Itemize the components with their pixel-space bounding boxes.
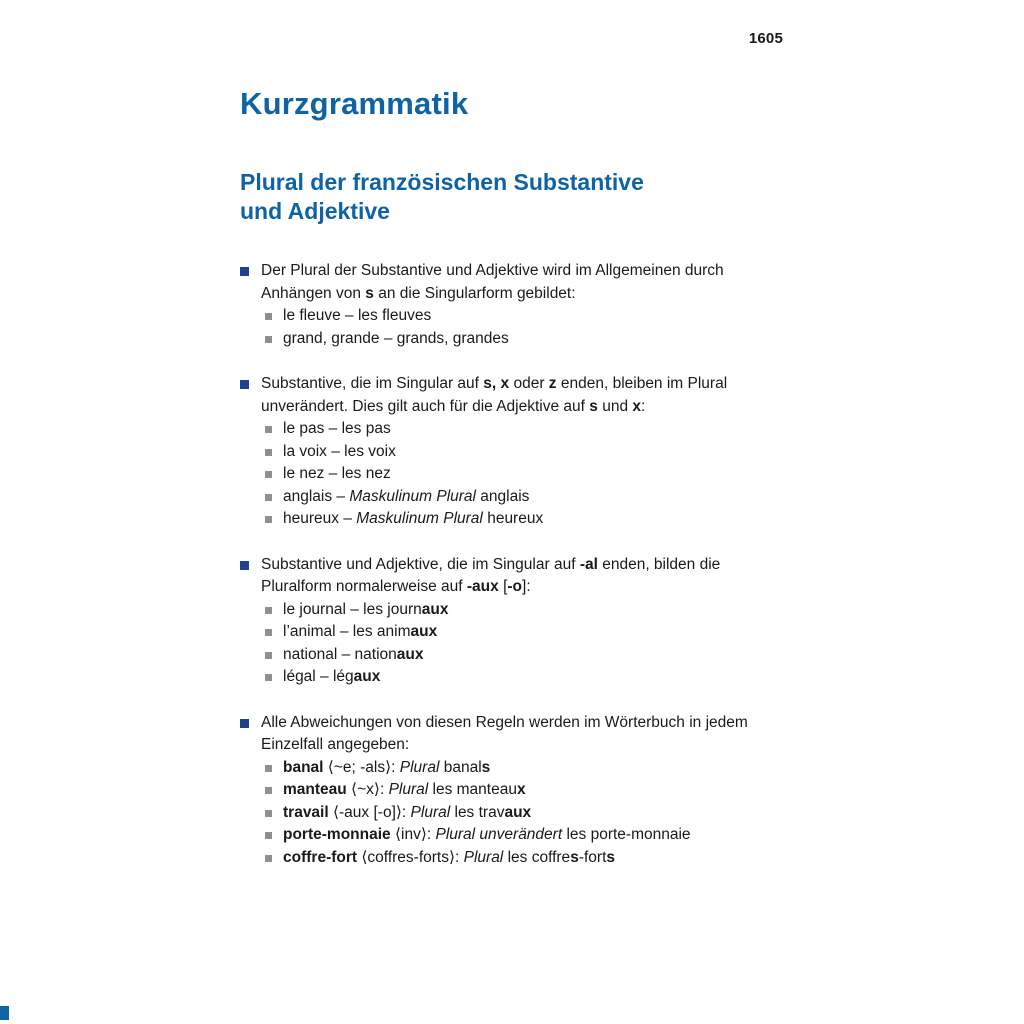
example-text: le fleuve – les fleuves [283, 307, 432, 324]
page-number: 1605 [748, 30, 783, 47]
gray-square-bullet [265, 674, 272, 681]
example-item [265, 824, 780, 847]
gray-square-bullet [265, 607, 272, 614]
example-text: l’animal – les animaux [283, 623, 438, 640]
example-item [265, 305, 780, 328]
example-item [265, 328, 780, 351]
rule-text: Substantive, die im Singular auf s, x oder z enden, bleiben im Plural unverändert. Dies gilt auch für die Adjektive auf s und x: [261, 375, 728, 415]
gray-square-bullet [265, 426, 272, 433]
example-item [265, 463, 780, 486]
example-text: manteau ⟨~x⟩: Plural les manteaux [283, 781, 526, 798]
gray-square-bullet [265, 787, 272, 794]
rule-row [240, 554, 780, 599]
example-item [265, 508, 780, 531]
gray-square-bullet [265, 810, 272, 817]
rule-row [240, 712, 780, 757]
gray-square-bullet [265, 449, 272, 456]
grammar-rule-block [240, 554, 780, 689]
example-text: heureux – Maskulinum Plural heureux [283, 510, 544, 527]
content-blocks [240, 260, 780, 869]
gray-square-bullet [265, 765, 272, 772]
example-list [265, 599, 780, 689]
example-item [265, 644, 780, 667]
rule-row [240, 260, 780, 305]
example-item [265, 418, 780, 441]
example-text: le pas – les pas [283, 420, 391, 437]
section-heading-line1: Plural der französischen Substantive [240, 169, 644, 195]
example-text: la voix – les voix [283, 442, 396, 460]
example-item [265, 621, 780, 644]
gray-square-bullet [265, 471, 272, 478]
example-item [265, 666, 780, 689]
example-text: coffre-fort ⟨coffres-forts⟩: Plural les coffres-forts [283, 848, 615, 866]
gray-square-bullet [265, 313, 272, 320]
example-list [265, 305, 780, 350]
gray-square-bullet [265, 494, 272, 501]
example-text: porte-monnaie ⟨inv⟩: Plural unverändert les porte-monnaie [283, 826, 691, 843]
rule-text: Der Plural der Substantive und Adjektive wird im Allgemeinen durch Anhängen von s an die Singularform gebildet: [261, 262, 724, 302]
grammar-rule-block [240, 712, 780, 870]
rule-row [240, 373, 780, 418]
example-item [265, 847, 780, 870]
example-item [265, 802, 780, 825]
gray-square-bullet [265, 629, 272, 636]
example-text: banal ⟨~e; -als⟩: Plural banals [283, 758, 491, 776]
blue-square-bullet [240, 561, 249, 570]
grammar-rule-block [240, 373, 780, 531]
gray-square-bullet [265, 336, 272, 343]
example-item [265, 486, 780, 509]
example-text: anglais – Maskulinum Plural anglais [283, 487, 530, 505]
blue-square-bullet [240, 380, 249, 389]
example-text: le journal – les journaux [283, 600, 449, 618]
example-text: légal – légaux [283, 668, 381, 685]
blue-square-bullet [240, 267, 249, 276]
blue-square-bullet [240, 719, 249, 728]
gray-square-bullet [265, 652, 272, 659]
section-heading [240, 168, 780, 226]
example-item [265, 779, 780, 802]
rule-text: Alle Abweichungen von diesen Regeln werden im Wörterbuch in jedem Einzelfall angegeben: [261, 713, 748, 753]
example-list [265, 418, 780, 531]
rule-text: Substantive und Adjektive, die im Singular auf -al enden, bilden die Pluralform normalerweise auf -aux [-o]: [261, 555, 721, 595]
gray-square-bullet [265, 832, 272, 839]
example-text: le nez – les nez [283, 465, 391, 482]
gray-square-bullet [265, 516, 272, 523]
example-item [265, 757, 780, 780]
example-text: travail ⟨-aux [-o]⟩: Plural les travaux [283, 803, 532, 821]
example-item [265, 599, 780, 622]
page-content [240, 86, 780, 869]
gray-square-bullet [265, 855, 272, 862]
page-title: Kurzgrammatik [240, 86, 469, 121]
example-text: national – nationaux [283, 645, 424, 663]
example-text: grand, grande – grands, grandes [283, 329, 509, 347]
example-item [265, 441, 780, 464]
section-heading-line2: und Adjektive [240, 198, 390, 224]
example-list [265, 757, 780, 870]
grammar-rule-block [240, 260, 780, 350]
page-tab-marker [0, 1006, 9, 1020]
